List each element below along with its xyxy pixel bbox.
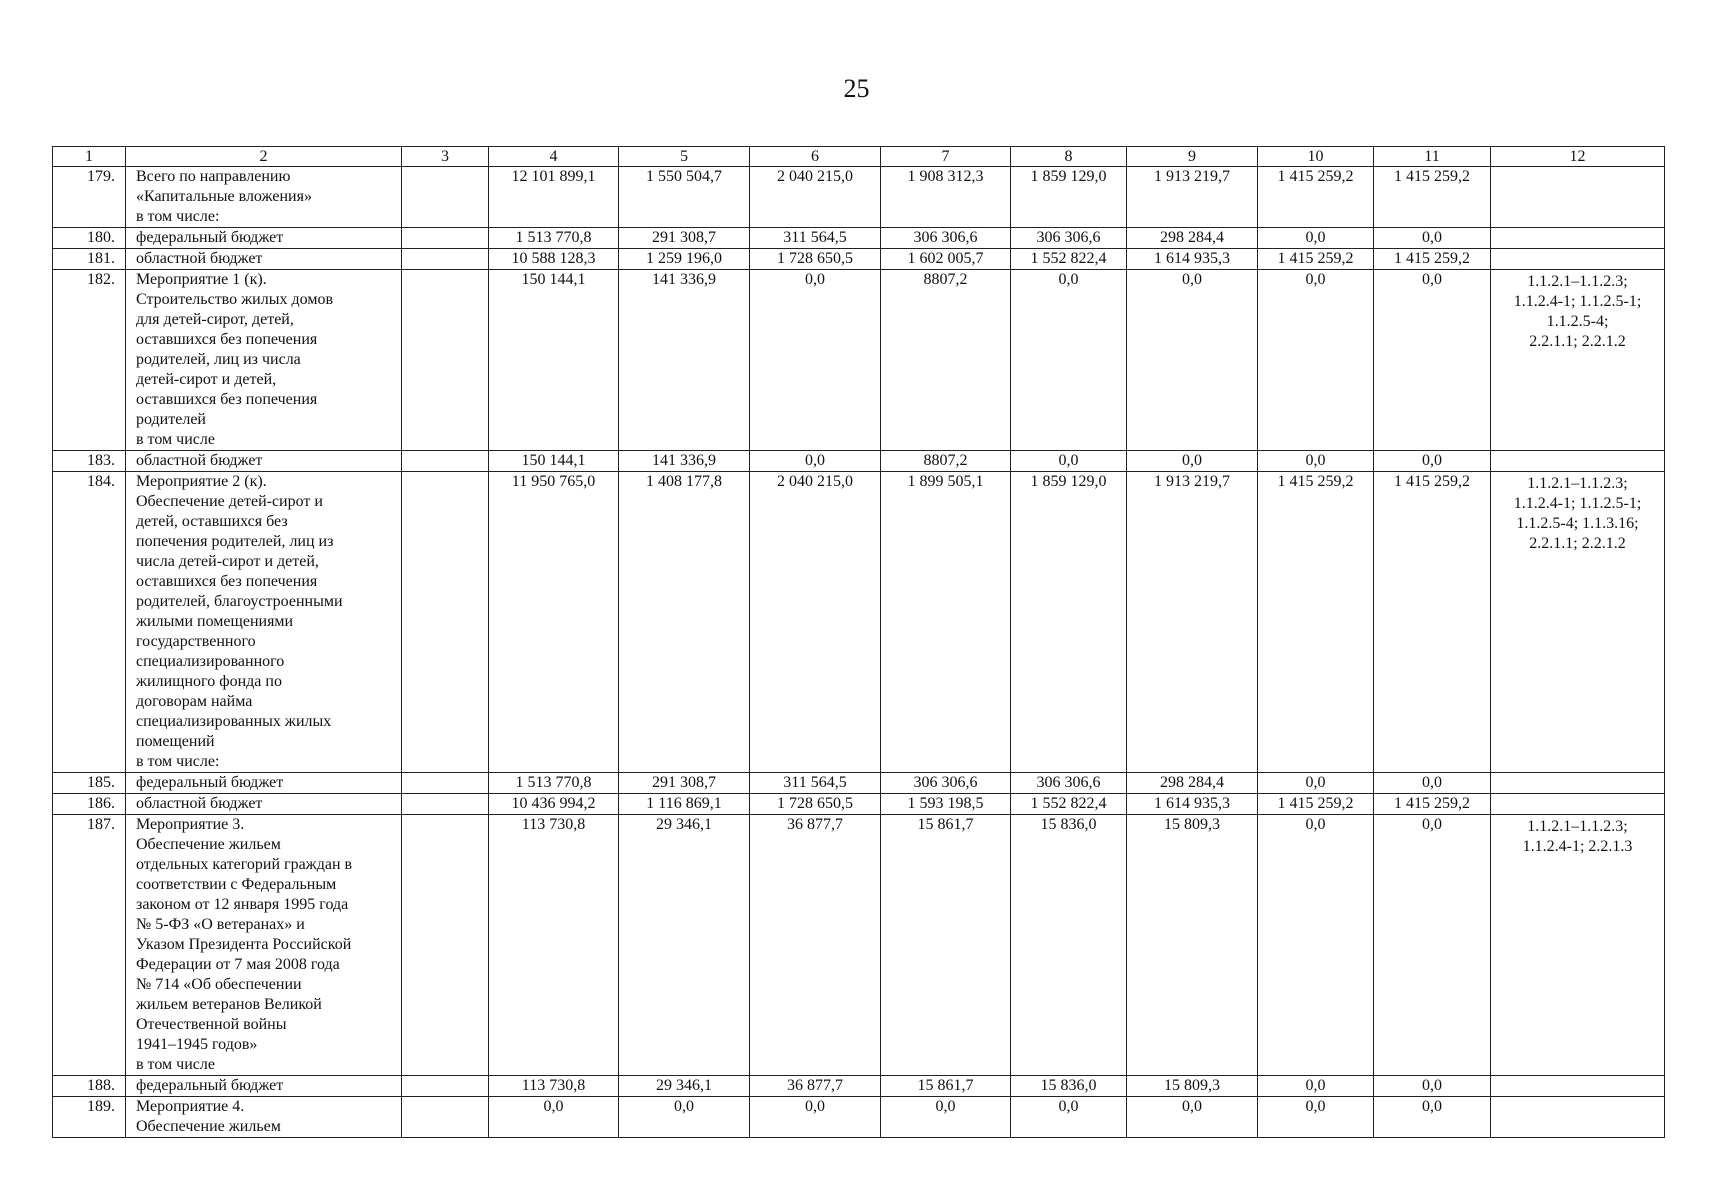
amount-cell: 1 513 770,8	[489, 773, 619, 794]
row-codes	[1491, 794, 1665, 815]
row-number: 187.	[53, 815, 126, 1076]
table-row	[53, 228, 1665, 249]
amount-cell: 10 588 128,3	[489, 249, 619, 270]
amount-cell: 113 730,8	[489, 1076, 619, 1097]
table-row	[53, 270, 1665, 451]
row-description: федеральный бюджет	[126, 1076, 402, 1097]
column-number: 7	[881, 147, 1011, 167]
amount-cell: 15 836,0	[1011, 815, 1127, 1076]
budget-table	[52, 146, 1665, 1138]
amount-cell: 0,0	[1374, 773, 1491, 794]
amount-cell: 1 415 259,2	[1258, 167, 1374, 228]
amount-cell: 1 408 177,8	[619, 472, 750, 773]
amount-cell: 1 415 259,2	[1374, 794, 1491, 815]
row-codes	[1491, 1097, 1665, 1138]
amount-cell: 0,0	[1374, 270, 1491, 451]
amount-cell: 1 728 650,5	[750, 794, 881, 815]
amount-cell: 298 284,4	[1127, 228, 1258, 249]
amount-cell: 15 861,7	[881, 815, 1011, 1076]
amount-cell: 0,0	[1127, 1097, 1258, 1138]
amount-cell: 311 564,5	[750, 773, 881, 794]
column-number: 10	[1258, 147, 1374, 167]
row-col3	[402, 1076, 489, 1097]
row-description: Мероприятие 3. Обеспечение жильем отдельных категорий граждан в соответствии с Федеральным законом от 12 января 1995 года № 5-ФЗ «О ветеранах» и Указом Президента Российской Федерации от 7 мая 2008 года № 714 «Об обеспечении жильем ветеранов Великой Отечественной войны 1941–1945 годов» в том числе	[126, 815, 402, 1076]
page-number: 25	[843, 74, 870, 103]
table-row	[53, 472, 1665, 773]
column-number: 11	[1374, 147, 1491, 167]
amount-cell: 15 861,7	[881, 1076, 1011, 1097]
column-number: 5	[619, 147, 750, 167]
table-row	[53, 249, 1665, 270]
amount-cell: 291 308,7	[619, 773, 750, 794]
table-row	[53, 773, 1665, 794]
row-codes: 1.1.2.1–1.1.2.3; 1.1.2.4-1; 1.1.2.5-1; 1.1.2.5-4; 1.1.3.16; 2.2.1.1; 2.2.1.2	[1491, 472, 1665, 773]
amount-cell: 1 899 505,1	[881, 472, 1011, 773]
column-number: 3	[402, 147, 489, 167]
amount-cell: 11 950 765,0	[489, 472, 619, 773]
row-number: 184.	[53, 472, 126, 773]
row-description: областной бюджет	[126, 794, 402, 815]
row-codes	[1491, 228, 1665, 249]
amount-cell: 8807,2	[881, 451, 1011, 472]
amount-cell: 1 913 219,7	[1127, 167, 1258, 228]
amount-cell: 1 614 935,3	[1127, 249, 1258, 270]
amount-cell: 306 306,6	[881, 773, 1011, 794]
amount-cell: 15 836,0	[1011, 1076, 1127, 1097]
row-description: Мероприятие 4. Обеспечение жильем	[126, 1097, 402, 1138]
amount-cell: 1 552 822,4	[1011, 249, 1127, 270]
amount-cell: 311 564,5	[750, 228, 881, 249]
header-row	[53, 147, 1665, 167]
row-col3	[402, 472, 489, 773]
amount-cell: 1 593 198,5	[881, 794, 1011, 815]
amount-cell: 1 614 935,3	[1127, 794, 1258, 815]
amount-cell: 1 602 005,7	[881, 249, 1011, 270]
amount-cell: 0,0	[1011, 270, 1127, 451]
amount-cell: 1 415 259,2	[1374, 167, 1491, 228]
amount-cell: 306 306,6	[1011, 773, 1127, 794]
table-row	[53, 815, 1665, 1076]
row-description: Мероприятие 1 (к). Строительство жилых домов для детей-сирот, детей, оставшихся без попечения родителей, лиц из числа детей-сирот и детей, оставшихся без попечения родителей в том числе	[126, 270, 402, 451]
row-number: 181.	[53, 249, 126, 270]
amount-cell: 0,0	[1011, 1097, 1127, 1138]
amount-cell: 1 415 259,2	[1258, 249, 1374, 270]
amount-cell: 0,0	[750, 451, 881, 472]
amount-cell: 29 346,1	[619, 815, 750, 1076]
row-codes	[1491, 249, 1665, 270]
amount-cell: 0,0	[1374, 228, 1491, 249]
amount-cell: 0,0	[1374, 815, 1491, 1076]
row-number: 180.	[53, 228, 126, 249]
column-number: 12	[1491, 147, 1665, 167]
amount-cell: 1 913 219,7	[1127, 472, 1258, 773]
amount-cell: 1 415 259,2	[1258, 794, 1374, 815]
amount-cell: 8807,2	[881, 270, 1011, 451]
row-col3	[402, 228, 489, 249]
amount-cell: 1 415 259,2	[1374, 472, 1491, 773]
amount-cell: 0,0	[489, 1097, 619, 1138]
amount-cell: 1 552 822,4	[1011, 794, 1127, 815]
row-col3	[402, 249, 489, 270]
amount-cell: 141 336,9	[619, 270, 750, 451]
amount-cell: 2 040 215,0	[750, 167, 881, 228]
row-codes	[1491, 1076, 1665, 1097]
amount-cell: 0,0	[750, 1097, 881, 1138]
amount-cell: 0,0	[1258, 815, 1374, 1076]
amount-cell: 306 306,6	[881, 228, 1011, 249]
amount-cell: 12 101 899,1	[489, 167, 619, 228]
column-number: 1	[53, 147, 126, 167]
amount-cell: 0,0	[1258, 1097, 1374, 1138]
row-number: 182.	[53, 270, 126, 451]
amount-cell: 1 728 650,5	[750, 249, 881, 270]
row-col3	[402, 270, 489, 451]
amount-cell: 36 877,7	[750, 1076, 881, 1097]
row-col3	[402, 1097, 489, 1138]
amount-cell: 141 336,9	[619, 451, 750, 472]
amount-cell: 1 550 504,7	[619, 167, 750, 228]
row-number: 179.	[53, 167, 126, 228]
row-col3	[402, 167, 489, 228]
table-row	[53, 794, 1665, 815]
amount-cell: 10 436 994,2	[489, 794, 619, 815]
row-codes: 1.1.2.1–1.1.2.3; 1.1.2.4-1; 2.2.1.3	[1491, 815, 1665, 1076]
amount-cell: 0,0	[1258, 773, 1374, 794]
amount-cell: 0,0	[750, 270, 881, 451]
amount-cell: 2 040 215,0	[750, 472, 881, 773]
amount-cell: 36 877,7	[750, 815, 881, 1076]
table-row	[53, 1097, 1665, 1138]
row-description: Всего по направлению «Капитальные вложения» в том числе:	[126, 167, 402, 228]
amount-cell: 0,0	[619, 1097, 750, 1138]
amount-cell: 113 730,8	[489, 815, 619, 1076]
amount-cell: 0,0	[1011, 451, 1127, 472]
amount-cell: 0,0	[1258, 451, 1374, 472]
amount-cell: 1 259 196,0	[619, 249, 750, 270]
table-body	[53, 147, 1665, 1138]
row-number: 189.	[53, 1097, 126, 1138]
table-row	[53, 167, 1665, 228]
amount-cell: 1 415 259,2	[1258, 472, 1374, 773]
amount-cell: 291 308,7	[619, 228, 750, 249]
amount-cell: 306 306,6	[1011, 228, 1127, 249]
row-col3	[402, 451, 489, 472]
column-number: 6	[750, 147, 881, 167]
amount-cell: 0,0	[1374, 1097, 1491, 1138]
row-col3	[402, 794, 489, 815]
amount-cell: 1 513 770,8	[489, 228, 619, 249]
amount-cell: 29 346,1	[619, 1076, 750, 1097]
amount-cell: 0,0	[1127, 270, 1258, 451]
amount-cell: 150 144,1	[489, 270, 619, 451]
amount-cell: 0,0	[1258, 270, 1374, 451]
row-codes: 1.1.2.1–1.1.2.3; 1.1.2.4-1; 1.1.2.5-1; 1.1.2.5-4; 2.2.1.1; 2.2.1.2	[1491, 270, 1665, 451]
row-number: 185.	[53, 773, 126, 794]
row-codes	[1491, 451, 1665, 472]
column-number: 9	[1127, 147, 1258, 167]
amount-cell: 1 116 869,1	[619, 794, 750, 815]
row-description: областной бюджет	[126, 451, 402, 472]
amount-cell: 1 859 129,0	[1011, 472, 1127, 773]
amount-cell: 1 415 259,2	[1374, 249, 1491, 270]
row-description: федеральный бюджет	[126, 228, 402, 249]
amount-cell: 0,0	[1374, 451, 1491, 472]
row-description: Мероприятие 2 (к). Обеспечение детей-сирот и детей, оставшихся без попечения родителей, лиц из числа детей-сирот и детей, оставшихся без попечения родителей, благоустроенными жилыми помещениями государственного специализированного жилищного фонда по договорам найма специализированных жилых помещений в том числе:	[126, 472, 402, 773]
amount-cell: 0,0	[1127, 451, 1258, 472]
row-codes	[1491, 773, 1665, 794]
amount-cell: 150 144,1	[489, 451, 619, 472]
table-row	[53, 451, 1665, 472]
row-number: 186.	[53, 794, 126, 815]
amount-cell: 15 809,3	[1127, 815, 1258, 1076]
table-row	[53, 1076, 1665, 1097]
amount-cell: 1 859 129,0	[1011, 167, 1127, 228]
row-description: областной бюджет	[126, 249, 402, 270]
amount-cell: 0,0	[1258, 1076, 1374, 1097]
row-col3	[402, 773, 489, 794]
amount-cell: 15 809,3	[1127, 1076, 1258, 1097]
row-col3	[402, 815, 489, 1076]
row-description: федеральный бюджет	[126, 773, 402, 794]
column-number: 4	[489, 147, 619, 167]
column-number: 2	[126, 147, 402, 167]
amount-cell: 0,0	[881, 1097, 1011, 1138]
amount-cell: 0,0	[1258, 228, 1374, 249]
row-number: 188.	[53, 1076, 126, 1097]
row-codes	[1491, 167, 1665, 228]
amount-cell: 1 908 312,3	[881, 167, 1011, 228]
amount-cell: 0,0	[1374, 1076, 1491, 1097]
row-number: 183.	[53, 451, 126, 472]
column-number: 8	[1011, 147, 1127, 167]
amount-cell: 298 284,4	[1127, 773, 1258, 794]
